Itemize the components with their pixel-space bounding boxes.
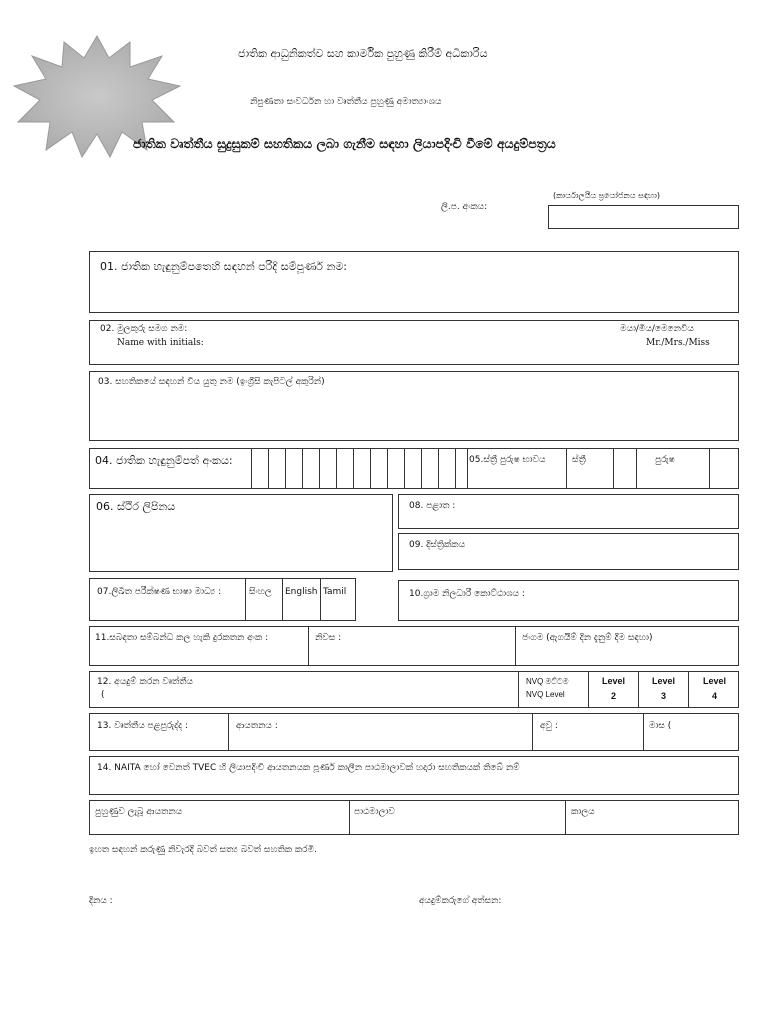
lang-sinhala-option[interactable] bbox=[245, 579, 282, 620]
mobile-phone-label: ජංගම (ඇගයීම් දින දැනුම් දීම සඳහා) bbox=[522, 633, 653, 643]
nic-digit-7[interactable] bbox=[353, 449, 370, 488]
gn-division-label: 10.ග්‍රාම නිලධාරී කොට්ඨාශය : bbox=[409, 589, 525, 599]
certificate-name-label: 03. සහතිකයේ සඳහන් විය යුතු නම (ඉංග්‍රීසි කැපිටල් අකුරින්) bbox=[98, 377, 325, 387]
period-label: කාලය bbox=[571, 807, 595, 817]
level-4-label: Level bbox=[702, 676, 726, 686]
certificate-question-field bbox=[89, 756, 739, 795]
home-phone-field[interactable] bbox=[308, 627, 515, 665]
office-use-label: (කාර්යාලයීය ප්‍රයෝජනය සඳහා) bbox=[553, 191, 660, 200]
training-row bbox=[89, 800, 739, 835]
gender-label: 05.ස්ත්‍රී පුරුෂ භාවය bbox=[469, 455, 546, 465]
nic-digit-4[interactable] bbox=[302, 449, 319, 488]
signature-label: අයදුම්කරුගේ අත්සන: bbox=[419, 896, 502, 906]
experience-months-field[interactable] bbox=[643, 714, 740, 750]
lang-tamil-label: Tamil bbox=[323, 587, 347, 597]
full-name-field[interactable] bbox=[89, 251, 739, 313]
nic-digit-5[interactable] bbox=[319, 449, 336, 488]
nic-digit-9[interactable] bbox=[387, 449, 404, 488]
female-label: ස්ත්‍රී bbox=[572, 455, 586, 465]
level-4-option[interactable] bbox=[688, 672, 740, 707]
exam-language-label: 07.ලිඛිත පරීක්ෂණ භාෂා මාධ්‍ය : bbox=[97, 587, 222, 597]
authority-title: ජාතික ආධුනිකත්ව සහ කාර්මික පුහුණු කිරීම් අධිකාරිය bbox=[238, 47, 488, 60]
exam-language-row bbox=[89, 578, 356, 621]
experience-years-field[interactable] bbox=[532, 714, 643, 750]
nic-digit-13[interactable] bbox=[455, 449, 467, 488]
title-label-en: Mr./Mrs./Miss bbox=[646, 338, 710, 348]
gn-division-field[interactable] bbox=[398, 580, 739, 621]
ministry-title: නිපුණතා සංවර්ධන හා වෘත්තීය පුහුණු අමාත්‍යාංශය bbox=[250, 97, 442, 107]
occupation-label: 12. අයදුම් කරන වෘත්තීය bbox=[97, 677, 193, 687]
nic-gender-row bbox=[89, 448, 739, 489]
initials-label-si: 02. මුලකුරු සමග නම: bbox=[100, 324, 188, 334]
date-label: දිනය : bbox=[89, 896, 113, 906]
male-label: පුරුෂ bbox=[655, 455, 675, 465]
male-checkbox[interactable] bbox=[709, 449, 739, 488]
occupation-row bbox=[89, 671, 739, 708]
reg-no-label: ලි.ප. අංකය: bbox=[441, 202, 488, 212]
contact-label: 11.සබඳතා සම්බන්ධ කල හැකි දුරකතන අංක : bbox=[95, 633, 269, 643]
lang-english-option[interactable] bbox=[282, 579, 320, 620]
level-3-label: Level bbox=[651, 676, 675, 686]
course-field[interactable] bbox=[349, 801, 565, 834]
training-institute-label: පුහුණුව ලැබූ ආයතනය bbox=[95, 807, 183, 817]
experience-row bbox=[89, 713, 739, 751]
experience-label: 13. වෘත්තීය පළපුරුද්ද : bbox=[97, 721, 189, 731]
level-4-num: 4 bbox=[711, 691, 717, 701]
male-option[interactable] bbox=[636, 449, 709, 488]
certificate-name-field[interactable] bbox=[89, 371, 739, 441]
experience-institute-label: ආයතනය : bbox=[236, 721, 278, 731]
mobile-phone-field[interactable] bbox=[515, 627, 740, 665]
experience-years-label: අවු : bbox=[540, 721, 558, 731]
home-phone-label: නිවස : bbox=[315, 633, 342, 643]
period-field[interactable] bbox=[565, 801, 740, 834]
nvq-level-si: NVQ මට්ටම bbox=[526, 677, 569, 686]
nic-digit-2[interactable] bbox=[268, 449, 285, 488]
address-label: 06. ස්ථිර ලිපිනය bbox=[96, 500, 176, 513]
nvq-level-cell bbox=[518, 672, 588, 707]
reg-no-field[interactable] bbox=[548, 205, 739, 229]
nic-digit-10[interactable] bbox=[404, 449, 421, 488]
nic-digit-6[interactable] bbox=[336, 449, 353, 488]
experience-months-label: මාස ( bbox=[649, 721, 672, 731]
course-label: පාඨමාලාව bbox=[354, 807, 395, 817]
lang-tamil-option[interactable] bbox=[320, 579, 357, 620]
level-3-option[interactable] bbox=[638, 672, 688, 707]
lang-sinhala-label: සිංහල bbox=[249, 587, 272, 597]
nic-label: 04. ජාතික හැඳුනුම්පත් අංකය: bbox=[95, 454, 233, 467]
female-option[interactable] bbox=[566, 449, 613, 488]
level-2-label: Level bbox=[601, 676, 625, 686]
certificate-question-label: 14. NAITA හෝ වෙනත් TVEC හි ලියාපදිංචි ආයතනයක පූර්ණ කාලීන පාඨමාලාවක් හදාරා සහතිකයක් තිබේ නම් bbox=[97, 763, 520, 773]
nic-digit-1[interactable] bbox=[251, 449, 268, 488]
level-2-option[interactable] bbox=[588, 672, 638, 707]
province-label: 08. පළාත : bbox=[409, 501, 456, 511]
nvq-level-en: NVQ Level bbox=[526, 690, 565, 699]
full-name-label: 01. ජාතික හැඳුනුම්පතෙහි සඳහන් පරිදි සම්පූර්ණ නම: bbox=[100, 260, 347, 273]
declaration-text: ඉහත සඳහන් කරුණු නිවැරදි බවත් සත්‍ය බවත් සහතික කරමි. bbox=[89, 845, 317, 855]
female-checkbox[interactable] bbox=[613, 449, 636, 488]
nic-digit-8[interactable] bbox=[370, 449, 387, 488]
initials-label-en: Name with initials: bbox=[117, 338, 204, 348]
nic-digit-12[interactable] bbox=[438, 449, 455, 488]
experience-institute-field[interactable] bbox=[228, 714, 532, 750]
district-field[interactable] bbox=[398, 533, 739, 570]
district-label: 09. දිස්ත්‍රික්කය bbox=[409, 540, 466, 550]
nic-digit-3[interactable] bbox=[285, 449, 302, 488]
form-title: ජාතික වෘත්තීය සුදුසුකම් සහතිකය ලබා ගැනීම සඳහා ලියාපදිංචි වීමේ අයදුම්පත්‍රය bbox=[133, 136, 556, 151]
contact-row bbox=[89, 626, 739, 666]
level-3-num: 3 bbox=[660, 691, 666, 701]
province-field[interactable] bbox=[398, 494, 739, 529]
title-label-si: මයා/මිය/මෙනෙවිය bbox=[620, 324, 694, 334]
level-2-num: 2 bbox=[610, 691, 616, 701]
lang-english-label: English bbox=[285, 587, 318, 597]
permanent-address-field[interactable] bbox=[89, 494, 393, 572]
name-with-initials-field[interactable] bbox=[89, 320, 739, 365]
occupation-paren: ( bbox=[101, 690, 105, 700]
nic-digit-11[interactable] bbox=[421, 449, 438, 488]
